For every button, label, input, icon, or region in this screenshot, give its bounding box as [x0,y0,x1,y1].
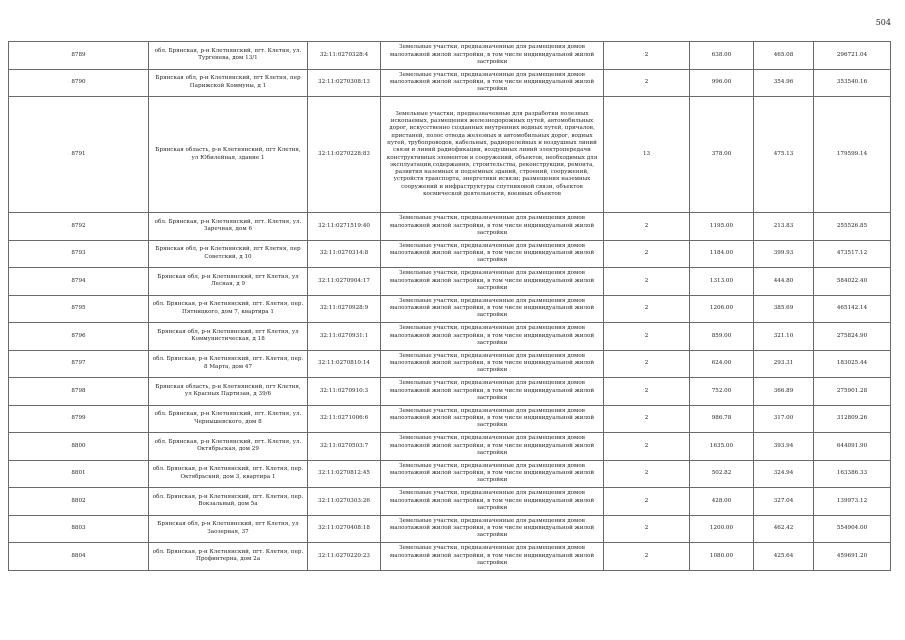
land-use-purpose-cell: Земельные участки, предназначенные для размещения домов малоэтажной жилой застройки, в том числе индивидуальной жилой застройки [381,323,604,351]
land-use-purpose-cell: Земельные участки, предназначенные для разработки полезных ископаемых, размещения железнодорожных путей, автомобильных дорог, искусственно созданных внутренних водных путей, причалов, пристаней, полос отвода железных и автомобильных дорог, водных путей, трубопроводов, кабельных, радиорелейных и воздушных линий связи и линий радиофикации, воздушных линий электропередачи конструктивных элементов и сооружений, объектов, необходимых для эксплуатации,содержания, строительства, реконструкции, ремонта, развития наземных и подземных зданий, строений, сооружений, устройств транспорта, энергетики исвязи; размещения наземных сооружений и инфраструктуры спутниковой связи, объектов космической деятельности, военных объектов [381,97,604,213]
cadastral-number-cell: 32:11:0270904:17 [308,268,381,296]
area-cell: 638.00 [690,42,754,70]
address-cell: обл. Брянская, р-н Клетнянский, пгт. Клетня, пер. Вокзальный, дом 5а [149,488,308,516]
address-cell: Брянская обл, р-н Клетнянский, пгт Клетня, ул Коммунистическая, д 18 [149,323,308,351]
area-cell: 624.00 [690,350,754,378]
cadastral-value-cell: 163386.33 [814,460,891,488]
table-body [9,42,891,571]
use-group-cell: 2 [604,69,690,97]
row-number-cell: 8794 [9,268,149,296]
cadastral-number-cell: 32:11:0270308:13 [308,69,381,97]
cadastral-value-cell: 473517.12 [814,240,891,268]
area-cell: 1206.00 [690,295,754,323]
cadastral-value-cell: 139973.12 [814,488,891,516]
table-row [9,323,891,351]
land-use-purpose-cell: Земельные участки, предназначенные для размещения домов малоэтажной жилой застройки, в том числе индивидуальной жилой застройки [381,295,604,323]
address-cell: Брянская обл, р-н Клетнянский, пгт Клетня, ул Лесная, д 9 [149,268,308,296]
land-use-purpose-cell: Земельные участки, предназначенные для размещения домов малоэтажной жилой застройки, в том числе индивидуальной жилой застройки [381,69,604,97]
specific-value-cell: 475.13 [754,97,814,213]
cadastral-value-cell: 275824.90 [814,323,891,351]
cadastral-number-cell: 32:11:0270408:18 [308,515,381,543]
row-number-cell: 8791 [9,97,149,213]
cadastral-value-cell: 584022.40 [814,268,891,296]
table-row [9,42,891,70]
area-cell: 859.00 [690,323,754,351]
land-use-purpose-cell: Земельные участки, предназначенные для размещения домов малоэтажной жилой застройки, в том числе индивидуальной жилой застройки [381,488,604,516]
use-group-cell: 2 [604,268,690,296]
address-cell: обл. Брянская, р-н Клетнянский, пгт. Клетня, ул. Заречная, дом 6 [149,213,308,241]
area-cell: 428.00 [690,488,754,516]
row-number-cell: 8790 [9,69,149,97]
land-use-purpose-cell: Земельные участки, предназначенные для размещения домов малоэтажной жилой застройки, в том числе индивидуальной жилой застройки [381,268,604,296]
row-number-cell: 8801 [9,460,149,488]
row-number-cell: 8789 [9,42,149,70]
specific-value-cell: 317.00 [754,405,814,433]
use-group-cell: 2 [604,488,690,516]
specific-value-cell: 354.96 [754,69,814,97]
cadastral-value-cell: 183025.44 [814,350,891,378]
cadastral-number-cell: 32:11:0270931:1 [308,323,381,351]
row-number-cell: 8799 [9,405,149,433]
use-group-cell: 2 [604,515,690,543]
land-use-purpose-cell: Земельные участки, предназначенные для размещения домов малоэтажной жилой застройки, в том числе индивидуальной жилой застройки [381,378,604,406]
specific-value-cell: 393.94 [754,433,814,461]
specific-value-cell: 321.10 [754,323,814,351]
land-use-purpose-cell: Земельные участки, предназначенные для размещения домов малоэтажной жилой застройки, в том числе индивидуальной жилой застройки [381,433,604,461]
area-cell: 1195.00 [690,213,754,241]
table-row [9,97,891,213]
address-cell: обл. Брянская, р-н Клетнянский, пгт. Клетня, пер. Октябрьский, дом 3, квартира 1 [149,460,308,488]
cadastral-number-cell: 32:11:0271006:6 [308,405,381,433]
table-row [9,543,891,571]
cadastral-number-cell: 32:11:0270812:45 [308,460,381,488]
cadastral-value-cell: 644091.90 [814,433,891,461]
table-row [9,405,891,433]
row-number-cell: 8798 [9,378,149,406]
address-cell: обл. Брянская, р-н Клетнянский, пгт. Клетня, пер. 8 Марта, дом 47 [149,350,308,378]
address-cell: Брянская область, р-н Клетнянский, пгт Клетня, ул Красных Партизан, д 39/6 [149,378,308,406]
land-use-purpose-cell: Земельные участки, предназначенные для размещения домов малоэтажной жилой застройки, в том числе индивидуальной жилой застройки [381,405,604,433]
specific-value-cell: 293.31 [754,350,814,378]
table-row [9,268,891,296]
land-use-purpose-cell: Земельные участки, предназначенные для размещения домов малоэтажной жилой застройки, в том числе индивидуальной жилой застройки [381,460,604,488]
use-group-cell: 2 [604,405,690,433]
cadastral-value-cell: 353540.16 [814,69,891,97]
area-cell: 1635.00 [690,433,754,461]
use-group-cell: 2 [604,323,690,351]
table-row [9,378,891,406]
row-number-cell: 8802 [9,488,149,516]
area-cell: 1184.00 [690,240,754,268]
row-number-cell: 8803 [9,515,149,543]
address-cell: обл. Брянская, р-н Клетнянский, пгт. Клетня, ул. Октябрьская, дом 29 [149,433,308,461]
page-number: 504 [875,18,891,27]
area-cell: 1200.00 [690,515,754,543]
row-number-cell: 8796 [9,323,149,351]
cadastral-number-cell: 32:11:0270928:9 [308,295,381,323]
cadastral-number-cell: 32:11:0270910:3 [308,378,381,406]
row-number-cell: 8795 [9,295,149,323]
table-row [9,433,891,461]
cadastral-value-cell: 255526.85 [814,213,891,241]
land-use-purpose-cell: Земельные участки, предназначенные для размещения домов малоэтажной жилой застройки, в том числе индивидуальной жилой застройки [381,42,604,70]
table-row [9,295,891,323]
row-number-cell: 8792 [9,213,149,241]
use-group-cell: 2 [604,378,690,406]
specific-value-cell: 324.94 [754,460,814,488]
use-group-cell: 13 [604,97,690,213]
table-row [9,488,891,516]
area-cell: 1080.00 [690,543,754,571]
specific-value-cell: 366.89 [754,378,814,406]
address-cell: Брянская область, р-н Клетнянский, пгт Клетня, ул Юбилейная, здание 1 [149,97,308,213]
cadastral-number-cell: 32:11:0270328:4 [308,42,381,70]
use-group-cell: 2 [604,42,690,70]
cadastral-number-cell: 32:11:0270503:7 [308,433,381,461]
area-cell: 996.00 [690,69,754,97]
address-cell: обл. Брянская, р-н Клетнянский, пгт. Клетня, пер. Профинтерна, дом 2а [149,543,308,571]
cadastral-value-cell: 179599.14 [814,97,891,213]
use-group-cell: 2 [604,433,690,461]
use-group-cell: 2 [604,543,690,571]
cadastral-value-table [8,41,891,571]
cadastral-number-cell: 32:11:0270810:14 [308,350,381,378]
table-row [9,515,891,543]
address-cell: обл. Брянская, р-н Клетнянский, пгт. Клетня, пер. Пятницкого, дом 7, квартира 1 [149,295,308,323]
row-number-cell: 8800 [9,433,149,461]
land-use-purpose-cell: Земельные участки, предназначенные для размещения домов малоэтажной жилой застройки, в том числе индивидуальной жилой застройки [381,515,604,543]
specific-value-cell: 444.80 [754,268,814,296]
table-row [9,69,891,97]
address-cell: обл. Брянская, р-н Клетнянский, пгт. Клетня, ул. Чернышевского, дом 8 [149,405,308,433]
specific-value-cell: 465.08 [754,42,814,70]
area-cell: 502.82 [690,460,754,488]
address-cell: обл. Брянская, р-н Клетнянский, пгт. Клетня, ул. Тургенева, дом 13/1 [149,42,308,70]
cadastral-value-cell: 296721.04 [814,42,891,70]
specific-value-cell: 399.93 [754,240,814,268]
area-cell: 1313.00 [690,268,754,296]
use-group-cell: 2 [604,460,690,488]
cadastral-value-cell: 465142.14 [814,295,891,323]
area-cell: 752.00 [690,378,754,406]
land-use-purpose-cell: Земельные участки, предназначенные для размещения домов малоэтажной жилой застройки, в том числе индивидуальной жилой застройки [381,240,604,268]
use-group-cell: 2 [604,295,690,323]
specific-value-cell: 385.69 [754,295,814,323]
row-number-cell: 8804 [9,543,149,571]
table-row [9,460,891,488]
cadastral-value-cell: 554904.00 [814,515,891,543]
use-group-cell: 2 [604,350,690,378]
cadastral-value-cell: 312809.26 [814,405,891,433]
table-row [9,213,891,241]
cadastral-number-cell: 32:11:0270220:23 [308,543,381,571]
address-cell: Брянская обл, р-н Клетнянский, пгт Клетня, пер Парижской Коммуны, д 1 [149,69,308,97]
cadastral-value-cell: 275901.28 [814,378,891,406]
use-group-cell: 2 [604,213,690,241]
cadastral-number-cell: 32:11:0270228:83 [308,97,381,213]
area-cell: 378.00 [690,97,754,213]
table-row [9,350,891,378]
specific-value-cell: 327.04 [754,488,814,516]
use-group-cell: 2 [604,240,690,268]
specific-value-cell: 425.64 [754,543,814,571]
cadastral-number-cell: 32:11:0270303:26 [308,488,381,516]
cadastral-value-cell: 459691.20 [814,543,891,571]
cadastral-number-cell: 32:11:0271519:40 [308,213,381,241]
land-use-purpose-cell: Земельные участки, предназначенные для размещения домов малоэтажной жилой застройки, в том числе индивидуальной жилой застройки [381,543,604,571]
row-number-cell: 8793 [9,240,149,268]
cadastral-number-cell: 32:11:0270314:8 [308,240,381,268]
area-cell: 986.78 [690,405,754,433]
land-use-purpose-cell: Земельные участки, предназначенные для размещения домов малоэтажной жилой застройки, в том числе индивидуальной жилой застройки [381,213,604,241]
specific-value-cell: 213.83 [754,213,814,241]
row-number-cell: 8797 [9,350,149,378]
land-use-purpose-cell: Земельные участки, предназначенные для размещения домов малоэтажной жилой застройки, в том числе индивидуальной жилой застройки [381,350,604,378]
table-row [9,240,891,268]
address-cell: Брянская обл, р-н Клетнянский, пгт Клетня, пер Советский, д 10 [149,240,308,268]
specific-value-cell: 462.42 [754,515,814,543]
address-cell: Брянская обл, р-н Клетнянский, пгт Клетня, ул Заозерная, 37 [149,515,308,543]
